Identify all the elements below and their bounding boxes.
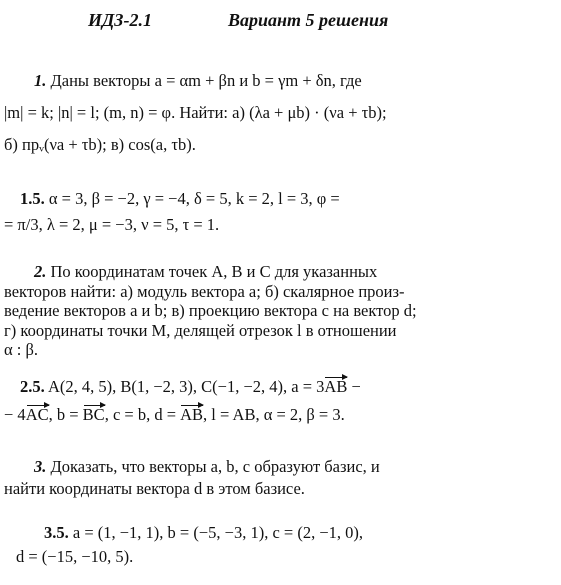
variant-1-5 bbox=[4, 188, 556, 236]
problem-1-line-2: |m| = k; |n| = l; (m, n) = φ. Найти: а) (λa + μb) · (νa + τb); bbox=[4, 103, 387, 122]
problem-1-line-3: б) прᵥ(νa + τb); в) cos(a, τb). bbox=[4, 135, 196, 154]
variant-3-5-line-2: d = (−15, −10, 5). bbox=[16, 547, 134, 566]
variant-2-5-line-1: 2.5. A(2, 4, 5), B(1, −2, 3), C(−1, −2, 4), a = 3AB − bbox=[20, 377, 361, 396]
variant-2-5 bbox=[4, 376, 556, 426]
problem-2-line-4: г) координаты точки M, делящей отрезок l в отношении bbox=[4, 320, 397, 340]
variant-1-5-line-2: = π/3, λ = 2, μ = −3, ν = 5, τ = 1. bbox=[4, 215, 220, 234]
problem-3 bbox=[4, 456, 556, 500]
problem-2 bbox=[4, 262, 556, 360]
vector-ab-arrow-2: AB bbox=[180, 405, 204, 424]
problem-1-line-1: 1. Даны векторы a = αm + βn и b = γm + δn, где bbox=[34, 71, 362, 90]
variant-3-5-line-1: 3.5. a = (1, −1, 1), b = (−5, −3, 1), c = (2, −1, 0), bbox=[44, 523, 364, 542]
problem-1 bbox=[4, 70, 556, 156]
problem-2-line-1: 2. По координатам точек A, B и C для указанных bbox=[34, 262, 378, 281]
page-header bbox=[0, 10, 561, 34]
vector-bc-arrow: BC bbox=[82, 405, 105, 424]
problem-3-line-2: найти координаты вектора d в этом базисе. bbox=[4, 479, 305, 498]
variant-1-5-line-1: 1.5. α = 3, β = −2, γ = −4, δ = 5, k = 2, l = 3, φ = bbox=[20, 189, 340, 208]
problem-3-line-1: 3. Доказать, что векторы a, b, c образуют базис, и bbox=[34, 457, 380, 476]
variant-2-5-line-2: − 4AC, b = BC, c = b, d = AB, l = AB, α = 2, β = 3. bbox=[4, 405, 345, 424]
variant-3-5 bbox=[4, 522, 556, 568]
vector-ab-arrow: AB bbox=[324, 377, 348, 396]
assignment-code: ИДЗ-2.1 bbox=[88, 10, 152, 30]
vector-ac-arrow: AC bbox=[25, 405, 49, 424]
problem-2-line-5: α : β. bbox=[4, 340, 38, 359]
problem-2-line-2: векторов найти: а) модуль вектора a; б) скалярное произ- bbox=[4, 281, 405, 301]
variant-title: Вариант 5 решения bbox=[228, 10, 389, 30]
problem-2-line-3: ведение векторов a и b; в) проекцию вектора c на вектор d; bbox=[4, 301, 417, 320]
